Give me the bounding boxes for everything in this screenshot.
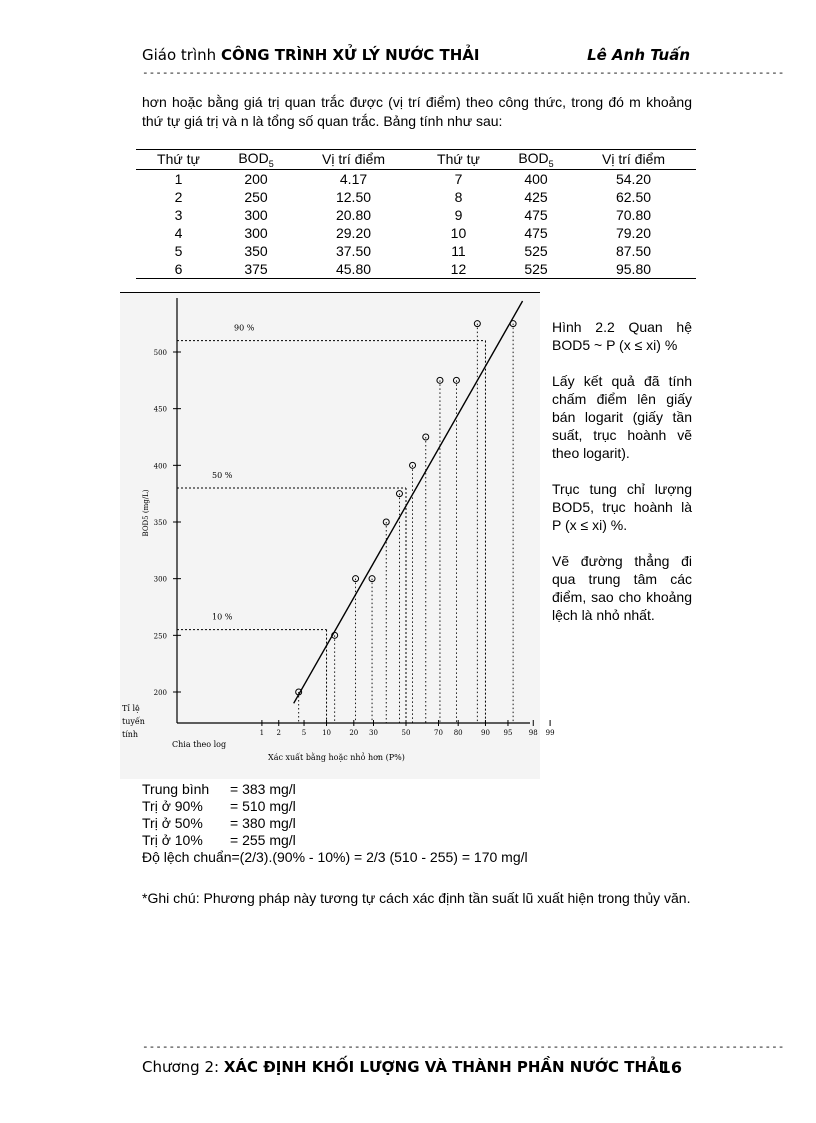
table-cell: 6 [136, 260, 221, 279]
table-row [136, 206, 696, 224]
corner-label: Tỉ lệ [122, 704, 140, 713]
table-cell: 54.20 [615, 170, 652, 187]
table-cell: 4 [174, 224, 183, 241]
x-tick-label: 80 [453, 729, 463, 737]
table-cell: 12.50 [335, 188, 372, 205]
x-tick-label: 5 [301, 729, 307, 737]
table-cell: 425 [524, 188, 548, 205]
table-cell: 79.20 [615, 224, 652, 241]
col-header: $BOD_5$ [501, 150, 571, 170]
data-point [369, 576, 375, 582]
bod-probability-chart [120, 293, 555, 779]
table-cell: 12 [416, 260, 501, 279]
table-cell: 4.17 [339, 170, 368, 187]
table-cell: 350 [244, 242, 268, 259]
y-axis-label: BOD5 (mg/L) [142, 489, 150, 537]
footer-chapter-prefix: Chương 2: [142, 1058, 224, 1076]
stat-row: Trị ở 50% = 380 mg/l [142, 815, 296, 831]
table-cell: 37.50 [335, 242, 372, 259]
table-cell: 87.50 [615, 242, 652, 259]
table-cell: 20.80 [335, 206, 372, 223]
col-header: Thứ tự [416, 150, 501, 170]
stat-row: Trung bình = 383 mg/l [142, 781, 296, 797]
table-cell: 475 [524, 206, 548, 223]
table-cell: 8 [454, 188, 463, 205]
table-cell: 300 [244, 206, 268, 223]
table-cell: 300 [244, 224, 268, 241]
table-cell: 1 [174, 170, 183, 187]
x-tick-label: 30 [369, 729, 378, 737]
header-rule: ------------------------------------------------------------------------------------------------- [142, 66, 785, 79]
x-tick-label: 90 [481, 729, 490, 737]
table-cell: 70.80 [615, 206, 652, 223]
table-cell: 10 [450, 224, 467, 241]
table-cell: 375 [221, 260, 291, 279]
table-cell: 45.80 [291, 260, 416, 279]
x-tick-label: 2 [276, 729, 281, 737]
x-tick-label: 95 [503, 729, 513, 737]
table-cell: 200 [244, 170, 268, 187]
table-header-row [136, 150, 696, 170]
chart-area [120, 292, 555, 779]
col-header: Thứ tự [136, 150, 221, 170]
table-row [136, 188, 696, 206]
table-cell: 400 [524, 170, 548, 187]
x-tick-label: 1 [259, 729, 265, 737]
figure-caption [552, 318, 692, 642]
caption-title: Hình 2.2 Quan hệ BOD5 ~ P (x ≤ xi) % [552, 319, 692, 353]
page-header [142, 46, 690, 64]
reference-label: 90 % [234, 323, 255, 333]
fit-line [294, 301, 523, 703]
data-point [474, 321, 480, 327]
x-tick-label: 50 [401, 729, 411, 737]
stddev-line: Độ lệch chuẩn=(2/3).(90% - 10%) = 2/3 (510 - 255) = 170 mg/l [142, 849, 528, 865]
table-cell: 62.50 [615, 188, 652, 205]
data-point [510, 321, 516, 327]
caption-paragraph: Lấy kết quả đã tính chấm điểm lên giấy bán logarit (giấy tần suất, trục hoành vẽ theo logarit). [552, 373, 692, 461]
table-cell: 3 [174, 206, 183, 223]
footer-rule: ------------------------------------------------------------------------------------------------- [142, 1040, 785, 1053]
statistics-block [142, 781, 528, 866]
x-tick-label: 70 [434, 729, 443, 737]
reference-label: 50 % [212, 471, 233, 480]
table-cell: 2 [174, 188, 183, 205]
caption-paragraph: Trục tung chỉ lượng BOD5, trục hoành là P (x ≤ xi) %. [552, 481, 692, 533]
reference-label: 10 % [212, 612, 233, 622]
table-cell: 11 [451, 242, 466, 259]
table-cell: 525 [501, 260, 571, 279]
y-tick-label: 350 [153, 519, 167, 527]
table-cell: 7 [454, 170, 463, 187]
table-cell: 250 [244, 188, 268, 205]
table-cell: 29.20 [335, 224, 372, 241]
y-tick-label: 500 [153, 349, 167, 357]
bod-table [136, 149, 696, 279]
stat-row: Trị ở 10% = 255 mg/l [142, 832, 296, 848]
header-author: Lê Anh Tuấn [587, 46, 690, 64]
y-tick-label: 400 [153, 462, 167, 471]
header-course-title: CÔNG TRÌNH XỬ LÝ NƯỚC THẢI [220, 46, 480, 64]
page-footer [142, 1058, 690, 1076]
x-axis-label: Xác xuất bằng hoặc nhỏ hơn (P%) [268, 753, 405, 762]
y-tick-label: 200 [153, 689, 167, 697]
col-header: Vị trí điểm [571, 150, 696, 170]
table-row [136, 260, 696, 279]
x-tick-label: 99 [545, 729, 555, 737]
table-cell: 525 [524, 242, 548, 259]
table-cell: 9 [454, 206, 463, 223]
x-tick-label: 10 [322, 729, 331, 737]
footer-chapter-title: XÁC ĐỊNH KHỐI LƯỢNG VÀ THÀNH PHẦN NƯỚC THẢI [223, 1058, 665, 1076]
intro-paragraph: hơn hoặc bằng giá trị quan trắc được (vị trí điểm) theo công thức, trong đó m khoảng thứ tự giá trị và n là tổng số quan trắc. Bảng tính như sau: [142, 94, 692, 129]
corner-label: tính [122, 730, 139, 739]
stat-row: Trị ở 90% = 510 mg/l [142, 798, 296, 814]
data-point [410, 462, 416, 468]
x-scale-note: Chia theo log [172, 740, 227, 749]
x-tick-label: 20 [349, 729, 359, 737]
table-cell: 475 [524, 224, 548, 241]
footnote: *Ghi chú: Phương pháp này tương tự cách xác định tần suất lũ xuất hiện trong thủy văn. [142, 890, 691, 906]
caption-paragraph: Vẽ đường thẳng đi qua trung tâm các điểm, sao cho khoảng lệch là nhỏ nhất. [552, 553, 692, 623]
table-row [136, 224, 696, 242]
header-course-prefix: Giáo trình [142, 46, 221, 64]
data-point [353, 576, 359, 582]
table-row [136, 169, 696, 188]
y-tick-label: 450 [153, 405, 167, 414]
page-number: 16 [659, 1058, 682, 1077]
table-cell: 5 [174, 242, 183, 259]
y-tick-label: 250 [153, 632, 167, 641]
corner-label: tuyến [122, 717, 145, 726]
x-tick-label: 98 [528, 729, 538, 737]
table-cell: 95.80 [571, 260, 696, 279]
col-header: $BOD_5$ [221, 150, 291, 170]
table-row [136, 242, 696, 260]
col-header: Vị trí điểm [291, 150, 416, 170]
y-tick-label: 300 [153, 575, 167, 584]
